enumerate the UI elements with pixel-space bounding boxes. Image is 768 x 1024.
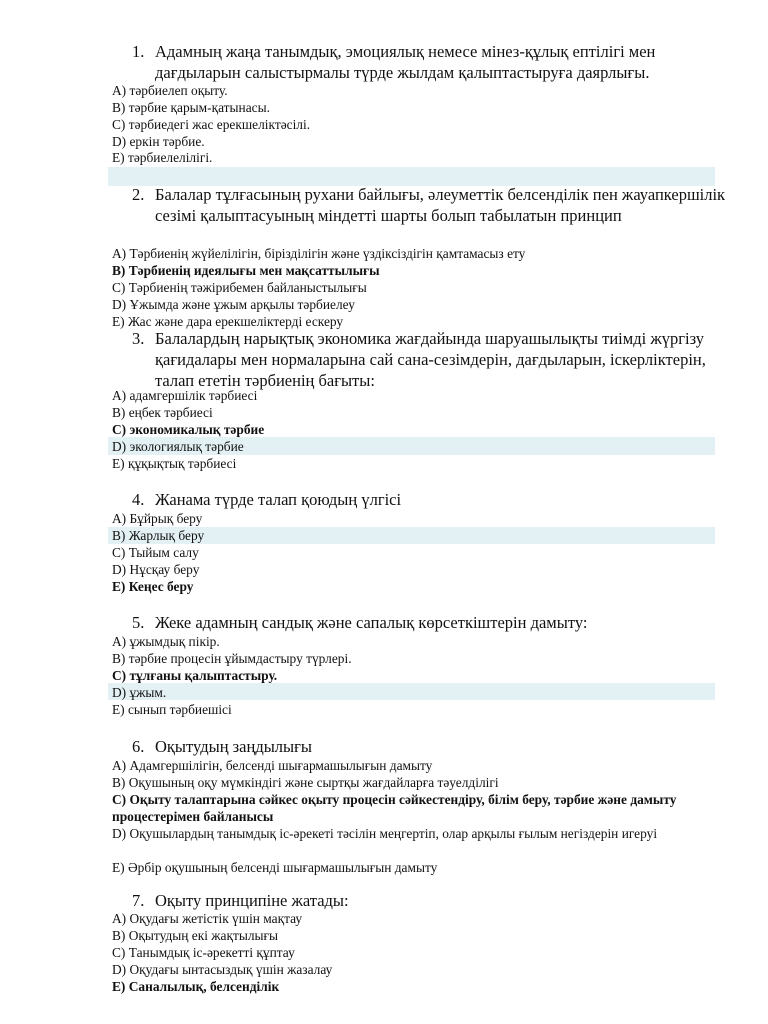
question-number: 1. xyxy=(132,42,145,61)
option-d: D) Оқушылардың танымдық іс-әрекеті тәсілін меңгертіп, олар арқылы ғылым негіздерін игеруі xyxy=(112,826,658,841)
option-a: A) Оқудағы жетістік үшін мақтау xyxy=(112,911,303,926)
option-c: C) Танымдық іс-әрекетті құптау xyxy=(112,945,295,960)
option-e: E) Саналылық, белсенділік xyxy=(112,979,280,994)
option-d: D) Нұсқау беру xyxy=(112,562,200,577)
option-a: A) Бұйрық беру xyxy=(112,511,203,526)
question-text: Оқытудың заңдылығы xyxy=(155,737,312,756)
question-text: Жеке адамның сандық және сапалық көрсеткіштерін дамыту: xyxy=(155,613,588,632)
option-b: B) Оқытудың екі жақтылығы xyxy=(112,928,278,943)
question-number: 4. xyxy=(132,490,145,509)
question-7 xyxy=(132,890,732,911)
option-a: A) Тәрбиенің жүйелілігін, бірізділігін және үздіксіздігін қамтамасыз ету xyxy=(112,246,526,261)
question-text: Балалар тұлғасының рухани байлығы, әлеуметтік белсенділік пен жауапкершілік сезімі қалыптасуының міндетті шарты болып табылатын принцип xyxy=(155,185,726,225)
option-a: A) Адамгершілігін, белсенді шығармашылығын дамыту xyxy=(112,758,433,773)
option-c: C) тұлғаны қалыптастыру. xyxy=(112,668,278,683)
question-1 xyxy=(132,41,732,83)
question-2 xyxy=(132,184,732,226)
question-number: 5. xyxy=(132,613,145,632)
option-e: E) құқықтық тәрбиесі xyxy=(112,456,237,471)
option-e: E) Әрбір оқушының белсенді шығармашылығын дамыту xyxy=(112,860,438,875)
option-b: B) тәрбие процесін ұйымдастыру түрлері. xyxy=(112,651,352,666)
option-d: D) ұжым. xyxy=(112,685,167,700)
question-text: Балалардың нарықтық экономика жағдайында шаруашылықты тиімді жүргізу қағидалары мен нормаларына сай сана-сезімдерін, дағдыларын, іскерліктерін, талап ететін тәрбиенің бағыты: xyxy=(155,329,706,390)
option-d: D) Ұжымда және ұжым арқылы тәрбиелеу xyxy=(112,297,355,312)
option-e: E) сынып тәрбиешісі xyxy=(112,702,232,717)
option-b: B) Жарлық беру xyxy=(112,528,205,543)
question-5 xyxy=(132,612,732,633)
question-text: Адамның жаңа танымдық, эмоциялық немесе мінез-құлық ептілігі мен дағдыларын салыстырмалы түрде жылдам қалыптастыруға даярлығы. xyxy=(155,42,656,82)
option-a: A) адамгершілік тәрбиесі xyxy=(112,388,258,403)
question-3 xyxy=(132,328,732,391)
option-a: A) ұжымдық пікір. xyxy=(112,634,220,649)
option-b: B) тәрбие қарым-қатынасы. xyxy=(112,100,270,115)
option-d: D) экологиялық тәрбие xyxy=(112,439,244,454)
option-c: C) Оқыту талаптарына сәйкес оқыту процесін сәйкестендіру, білім беру, тәрбие және дамыту процестерімен байланысы xyxy=(112,792,677,824)
option-c: C) экономикалық тәрбие xyxy=(112,422,265,437)
option-d: D) еркін тәрбие. xyxy=(112,134,205,149)
option-d: D) Оқудағы ынтасыздық үшін жазалау xyxy=(112,962,333,977)
option-b: B) Оқушының оқу мүмкіндігі және сыртқы жағдайларға тәуелділігі xyxy=(112,775,499,790)
question-number: 7. xyxy=(132,891,145,910)
question-text: Оқыту принципіне жатады: xyxy=(155,891,349,910)
option-b: B) еңбек тәрбиесі xyxy=(112,405,213,420)
option-c: C) Тәрбиенің тәжірибемен байланыстылығы xyxy=(112,280,367,295)
option-c: C) Тыйым салу xyxy=(112,545,199,560)
option-a: A) тәрбиелеп оқыту. xyxy=(112,83,228,98)
option-e: E) Жас және дара ерекшеліктерді ескеру xyxy=(112,314,344,329)
option-e: E) Кеңес беру xyxy=(112,579,194,594)
question-number: 2. xyxy=(132,185,145,204)
question-number: 6. xyxy=(132,737,145,756)
question-4 xyxy=(132,489,732,510)
question-text: Жанама түрде талап қоюдың үлгісі xyxy=(155,490,402,509)
question-number: 3. xyxy=(132,329,145,348)
option-e: E) тәрбиелелілігі. xyxy=(112,150,213,165)
option-c: C) тәрбиедегі жас ерекшеліктәсілі. xyxy=(112,117,311,132)
option-b: B) Тәрбиенің идеялығы мен мақсаттылығы xyxy=(112,263,380,278)
question-6 xyxy=(132,736,732,757)
